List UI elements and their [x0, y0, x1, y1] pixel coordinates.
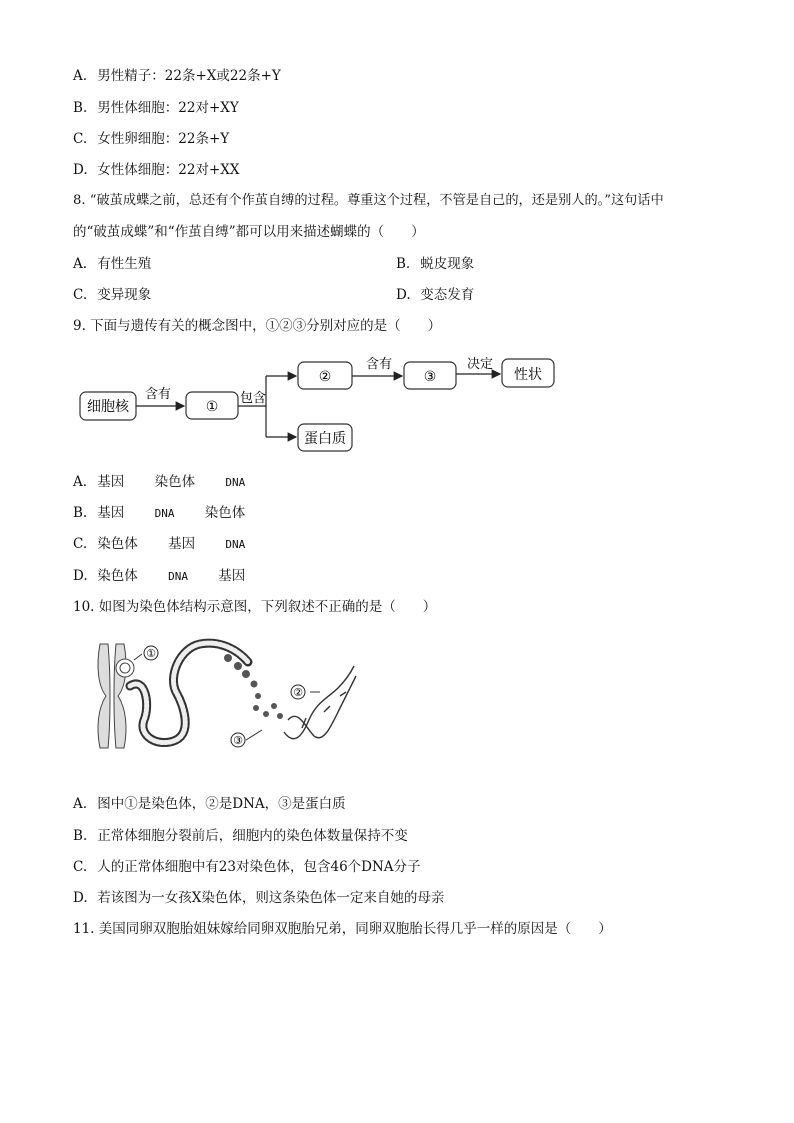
q8-stem-line2: 的“破茧成蝶”和“作茧自缚”都可以用来描述蝴蝶的（ ） — [73, 224, 425, 240]
q7-option-c — [73, 129, 229, 149]
chromosome-illustration — [98, 644, 134, 748]
option-label: D. — [73, 890, 88, 906]
nucleosome-beads — [224, 654, 283, 719]
option-label: A. — [73, 68, 88, 84]
q7-option-b — [73, 98, 239, 118]
option-text: 蜕皮现象 — [420, 256, 475, 272]
figure-label-3: ③ — [233, 734, 243, 747]
option-text: 女性卵细胞：22条+Y — [97, 131, 230, 147]
option-text: 女性体细胞：22对+XX — [97, 162, 240, 178]
label-2 — [291, 685, 305, 699]
option-label: D. — [73, 568, 88, 584]
figure-label-2: ② — [293, 686, 303, 699]
node-trait — [502, 359, 554, 387]
chromosome-figure — [88, 636, 368, 756]
option-text: 男性体细胞：22对+XY — [97, 100, 239, 116]
option-text: 人的正常体细胞中有23对染色体，包含46个DNA分子 — [97, 859, 421, 875]
q7-option-d — [73, 160, 240, 180]
edge-contains1-label: 含有 — [144, 387, 172, 402]
edge-determines-label: 决定 — [466, 357, 494, 372]
option-label: C. — [73, 536, 88, 552]
q9-option-a — [73, 472, 245, 493]
option-label: D. — [396, 287, 411, 303]
option-part-3: 染色体 — [204, 505, 246, 521]
node-trait-label: 性状 — [514, 367, 542, 383]
option-text: 男性精子：22条+X或22条+Y — [97, 68, 281, 84]
option-label: D. — [73, 162, 88, 178]
option-part-2: DNA — [168, 570, 188, 583]
q8-stem-line1: 8. “破茧成蝶之前，总还有个作茧自缚的过程。尊重这个过程，不管是自己的，还是别人的。”这句话中 — [73, 193, 664, 208]
option-label: C. — [73, 131, 88, 147]
option-part-1: 染色体 — [97, 536, 138, 552]
option-part-3: 基因 — [218, 568, 246, 584]
node-1-label: ① — [205, 399, 219, 415]
node-1 — [186, 392, 238, 419]
option-text: 正常体细胞分裂前后，细胞内的染色体数量保持不变 — [97, 828, 408, 844]
node-protein — [298, 424, 352, 451]
concept-map — [70, 348, 570, 460]
option-label: C. — [73, 859, 88, 875]
q8-option-c — [73, 285, 151, 305]
option-label: A. — [73, 796, 88, 812]
node-3-label: ③ — [423, 369, 437, 385]
q8-option-a — [73, 254, 151, 274]
option-part-2: 染色体 — [154, 474, 196, 490]
option-text: 若该图为一女孩X染色体，则这条染色体一定来自她的母亲 — [97, 890, 445, 906]
q9-stem: 9. 下面与遗传有关的概念图中，①②③分别对应的是（ ） — [73, 318, 442, 334]
q10-option-a — [73, 794, 346, 814]
q10-option-c — [73, 857, 421, 877]
q8-option-d — [396, 285, 474, 305]
q10-option-b — [73, 826, 408, 846]
q9-option-d — [73, 566, 245, 587]
node-nucleus-label: 细胞核 — [87, 399, 129, 415]
option-label: B. — [73, 828, 88, 844]
option-text: 变异现象 — [97, 287, 152, 303]
option-text: 有性生殖 — [97, 256, 152, 272]
option-label: B. — [73, 505, 88, 521]
option-part-3: DNA — [225, 538, 246, 551]
option-part-2: 基因 — [168, 536, 196, 552]
node-3 — [404, 362, 456, 389]
option-label: A. — [73, 256, 88, 272]
q9-option-b — [73, 503, 245, 524]
option-part-1: 染色体 — [97, 568, 138, 584]
label-1 — [144, 646, 158, 660]
q8-option-b — [396, 254, 474, 274]
option-label: B. — [73, 100, 88, 116]
label-3 — [231, 733, 245, 747]
option-part-1: 基因 — [97, 474, 125, 490]
dna-helix — [284, 666, 356, 739]
node-nucleus — [80, 392, 136, 420]
edge-includes-label: 包含 — [239, 391, 267, 406]
option-label: C. — [73, 287, 88, 303]
edge-contains2-label: 含有 — [365, 357, 393, 372]
option-part-2: DNA — [154, 507, 175, 520]
option-label: A. — [73, 474, 88, 490]
node-protein-label: 蛋白质 — [304, 431, 346, 447]
q10-stem: 10. 如图为染色体结构示意图，下列叙述不正确的是（ ） — [73, 599, 437, 615]
q7-option-a — [73, 66, 281, 86]
option-text: 变态发育 — [420, 287, 475, 303]
q9-option-c — [73, 534, 245, 555]
option-part-1: 基因 — [97, 505, 125, 521]
node-2-label: ② — [318, 369, 332, 385]
q10-option-d — [73, 888, 444, 908]
node-2 — [298, 362, 352, 389]
q11-stem: 11. 美国同卵双胞胎姐妹嫁给同卵双胞胎兄弟，同卵双胞胎长得几乎一样的原因是（ ） — [73, 921, 612, 937]
option-label: B. — [396, 256, 411, 272]
figure-label-1: ① — [146, 647, 156, 660]
option-text: 图中①是染色体，②是DNA，③是蛋白质 — [97, 796, 346, 812]
option-part-3: DNA — [225, 476, 246, 489]
